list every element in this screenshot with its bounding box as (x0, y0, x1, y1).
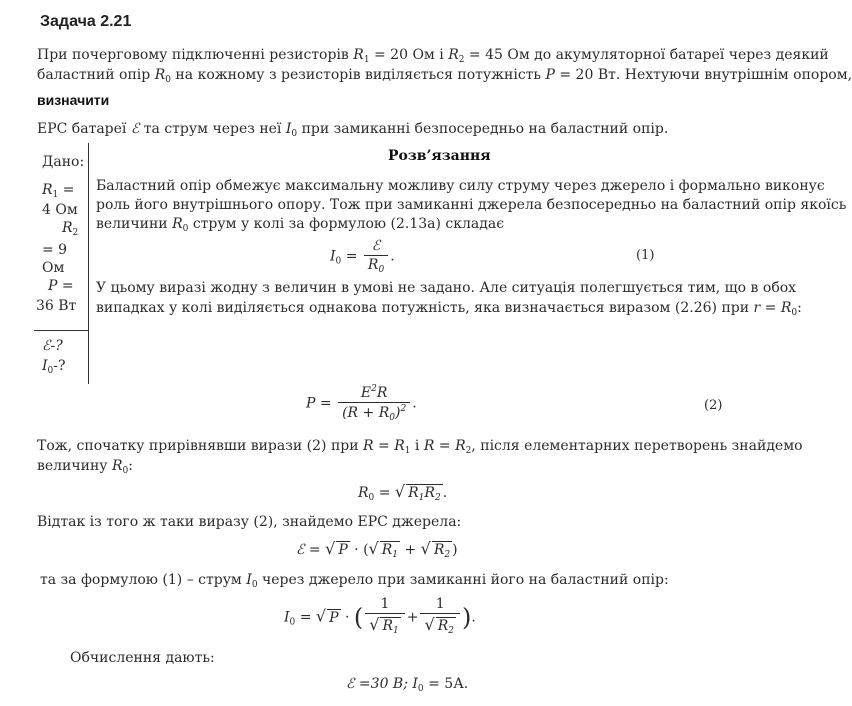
equation-2-number: (2) (704, 398, 723, 413)
determine-label: визначити (37, 92, 110, 108)
task-line: ЕРС батареї ℰ та струм через неї $I_0$ при замиканні безпосередньо на баластний опір. (37, 121, 669, 139)
equation-4: ℰ = √ P · (√ $R_1$ + √ $R_2$ ) (296, 539, 458, 563)
given-label: Дано: (42, 154, 85, 170)
given-r2-value: = 9 (42, 242, 68, 258)
final-result: ℰ =30 В; $I_0 = 5А$. (346, 676, 469, 694)
given-divider-horizontal (34, 330, 88, 331)
solution-line-10: Обчислення дають: (70, 650, 215, 666)
given-r1-value: 4 Ом (42, 202, 78, 218)
solution-line-2: роль його внутрішнього опору. Тож при замиканні джерела безпосередньо на баластний опір якоїсь (96, 197, 847, 213)
solution-line-4: У цьому виразі жодну з величин в умові не задано. Але ситуація полегшується тим, що в обох (96, 280, 797, 296)
intro-line-2: баластний опір $R_0$ на кожному з резисторів виділяється потужність P = 20 Вт. Нехтуючи внутрішнім опором, (37, 67, 852, 85)
given-r2: $R_2$ (62, 220, 79, 238)
solution-line-9: та за формулою (1) – струм $I_0$ через джерело при замиканні його на баластний опір: (40, 572, 669, 590)
solution-heading: Розв’язання (388, 148, 491, 164)
find-emf: ℰ-? (42, 338, 63, 354)
find-current: $I_0-$? (42, 358, 66, 376)
solution-line-7: величину $R_0$: (37, 458, 133, 476)
solution-line-5: випадках у колі виділяється однакова потужність, яка визначається виразом (2.26) при $r = R_0$: (96, 300, 802, 318)
given-p-value: 36 Вт (36, 298, 77, 314)
problem-title: Задача 2.21 (40, 13, 132, 30)
solution-line-3: величини $R_0$ струм у колі за формулою (2.13а) складає (96, 216, 505, 234)
given-divider-vertical (88, 143, 89, 384)
solution-line-6: Тож, спочатку прирівнявши вирази (2) при $R = R_1$ і $R = R_2$, після елементарних перетворень знайдемо (37, 438, 803, 456)
equation-1-number: (1) (636, 248, 655, 263)
equation-3: $R_0$ = √ $R_1R_2$ . (358, 482, 447, 506)
equation-2: P = $\frac{E^2R}{(R + R_0)^2}$ . (306, 384, 417, 423)
solution-line-1: Баластний опір обмежує максимальну можливу силу струму через джерело і формально виконує (96, 178, 825, 194)
equation-1: $I_0$ = $\frac{\text{ℰ}}{R_0}$ . (330, 238, 395, 275)
solution-line-8: Відтак із того ж таки виразу (2), знайдемо ЕРС джерела: (37, 514, 462, 530)
given-r2-unit: Ом (42, 260, 65, 276)
equation-5: $I_0$ = √ P · ( $\frac{1}{√ R_1}$ + $\frac{1}{√ R_2}$ ). (284, 596, 476, 639)
intro-line-1: При почерговому підключенні резисторів $R_1 = 20$ Ом і $R_2 = 45$ Ом до акумуляторної батареї через деякий (37, 47, 829, 65)
given-p: P = (48, 278, 74, 294)
given-r1: $R_1$ = (42, 182, 75, 200)
